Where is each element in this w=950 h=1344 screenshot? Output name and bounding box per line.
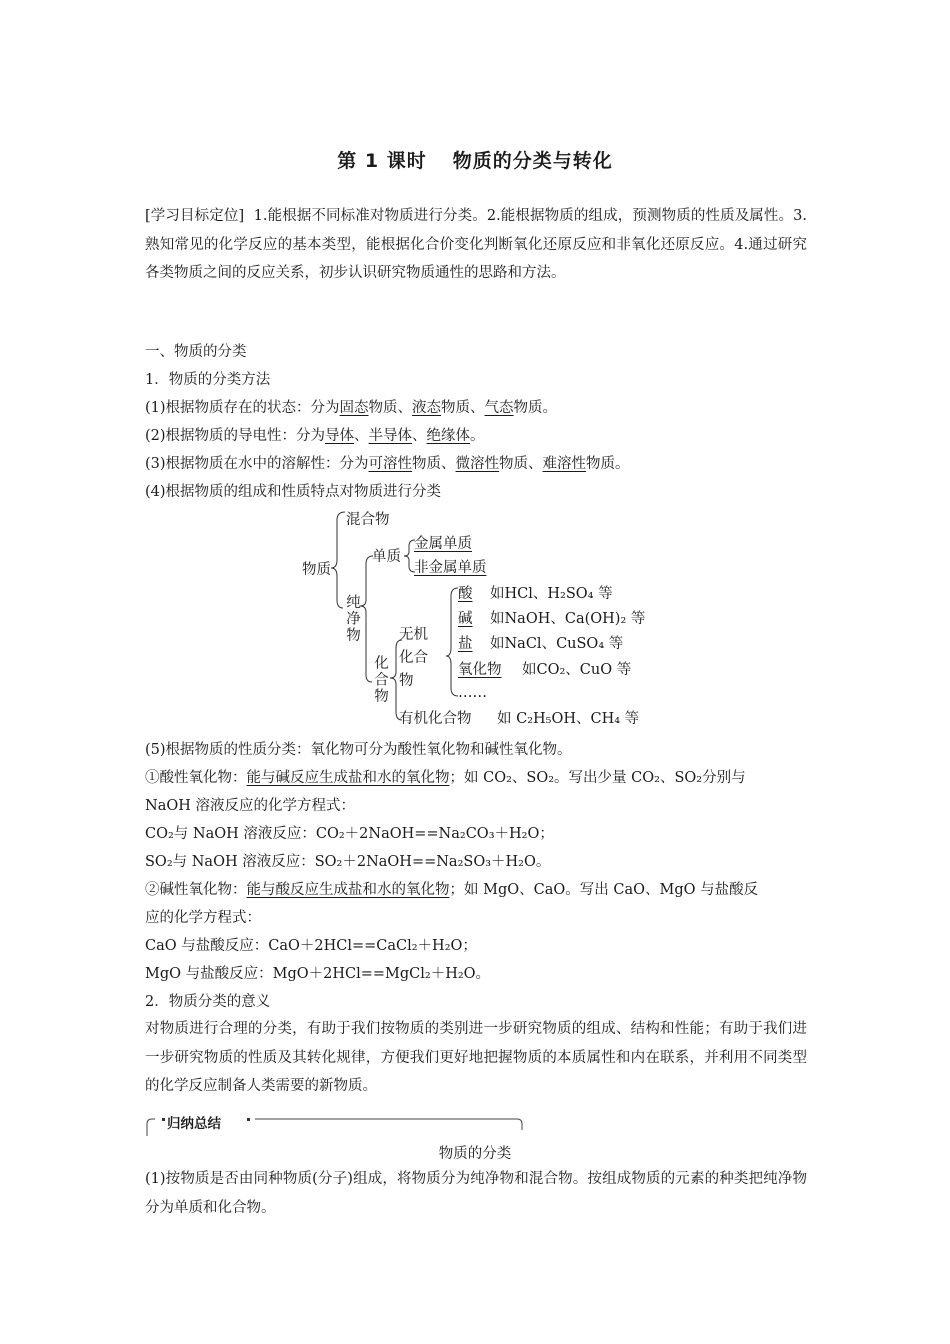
acidic-oxide-definition: ①酸性氧化物：能与碱反应生成盐和水的氧化物；如 CO₂、SO₂。写出少量 CO₂、SO₂分别与 <box>145 770 746 786</box>
tree-base: 碱 <box>458 611 473 627</box>
basic-oxide-task: 应的化学方程式： <box>145 910 261 926</box>
summary-text: (1)按物质是否由同种物质(分子)组成，将物质分为纯净物和混合物。按组成物质的元素的种类把纯净物分为单质和化合物。 <box>145 1171 807 1216</box>
tree-more: …… <box>458 685 487 701</box>
tree-organic-compound: 有机化合物 <box>399 711 472 727</box>
classification-by-solubility: (3)根据物质在水中的溶解性：分为可溶性物质、微溶性物质、难溶性物质。 <box>145 456 630 472</box>
subsection-heading-meaning: 2．物质分类的意义 <box>145 994 271 1010</box>
tree-acid: 酸 <box>458 586 473 602</box>
objectives-label: [学习目标定位] <box>145 208 245 224</box>
tree-element: 单质 <box>372 549 401 565</box>
tree-metal-element: 金属单质 <box>414 536 472 552</box>
tree-pure-substance: 纯净物 <box>344 594 360 644</box>
tree-base-example: 如NaOH、Ca(OH)₂ 等 <box>490 611 646 627</box>
acidic-oxide-task: NaOH 溶液反应的化学方程式： <box>145 798 355 814</box>
equation-so2-naoh: SO₂与 NaOH 溶液反应：SO₂＋2NaOH==Na₂SO₃＋H₂O。 <box>145 854 551 870</box>
tree-oxide-example: 如CO₂、CuO 等 <box>522 662 632 678</box>
equation-mgo-hcl: MgO 与盐酸反应：MgO＋2HCl==MgCl₂＋H₂O。 <box>145 966 491 982</box>
tree-acid-example: 如HCl、H₂SO₄ 等 <box>490 586 613 602</box>
tree-oxide: 氧化物 <box>458 662 502 678</box>
objectives-text: 1.能根据不同标准对物质进行分类。2.能根据物质的组成，预测物质的性质及属性。3.熟知常见的化学反应的基本类型，能根据化合价变化判断氧化还原反应和非氧化还原反应。4.通过研究各类物质之间的反应关系，初步认识研究物质通性的思路和方法。 <box>145 208 807 281</box>
tree-mixture: 混合物 <box>346 512 390 528</box>
tree-root: 物质 <box>302 562 331 578</box>
summary-heading: 物质的分类 <box>438 1146 512 1162</box>
summary-label: 归纳总结 <box>167 1116 221 1132</box>
basic-oxide-definition: ②碱性氧化物：能与酸反应生成盐和水的氧化物；如 MgO、CaO。写出 CaO、MgO 与盐酸反 <box>145 882 759 898</box>
tree-salt: 盐 <box>458 636 473 652</box>
tree-inorganic-compound: 无机化合物 <box>399 627 428 689</box>
tree-nonmetal-element: 非金属单质 <box>414 560 487 576</box>
tree-salt-example: 如NaCl、CuSO₄ 等 <box>490 636 624 652</box>
lesson-number: 第 1 课时 <box>337 150 427 172</box>
equation-co2-naoh: CO₂与 NaOH 溶液反应：CO₂＋2NaOH==Na₂CO₃＋H₂O； <box>145 826 554 842</box>
section-heading: 一、物质的分类 <box>145 344 247 360</box>
tree-organic-example: 如 C₂H₅OH、CH₄ 等 <box>497 711 640 727</box>
subsection-heading: 1．物质的分类方法 <box>145 372 271 388</box>
classification-by-state: (1)根据物质存在的状态：分为固态物质、液态物质、气态物质。 <box>145 400 558 416</box>
lesson-title: 物质的分类与转化 <box>452 150 613 172</box>
equation-cao-hcl: CaO 与盐酸反应：CaO＋2HCl==CaCl₂＋H₂O； <box>145 938 477 954</box>
classification-by-conductivity: (2)根据物质的导电性：分为导体、半导体、绝缘体。 <box>145 428 485 444</box>
classification-by-property: (5)根据物质的性质分类：氧化物可分为酸性氧化物和碱性氧化物。 <box>145 742 572 758</box>
classification-by-composition: (4)根据物质的组成和性质特点对物质进行分类 <box>145 484 442 500</box>
classification-meaning-text: 对物质进行合理的分类，有助于我们按物质的类别进一步研究物质的组成、结构和性能；有助于我们进一步研究物质的性质及其转化规律，方便我们更好地把握物质的本质属性和内在联系，并利用不同类型的化学反应制备人类需要的新物质。 <box>145 1021 807 1094</box>
tree-compound: 化合物 <box>372 655 388 705</box>
